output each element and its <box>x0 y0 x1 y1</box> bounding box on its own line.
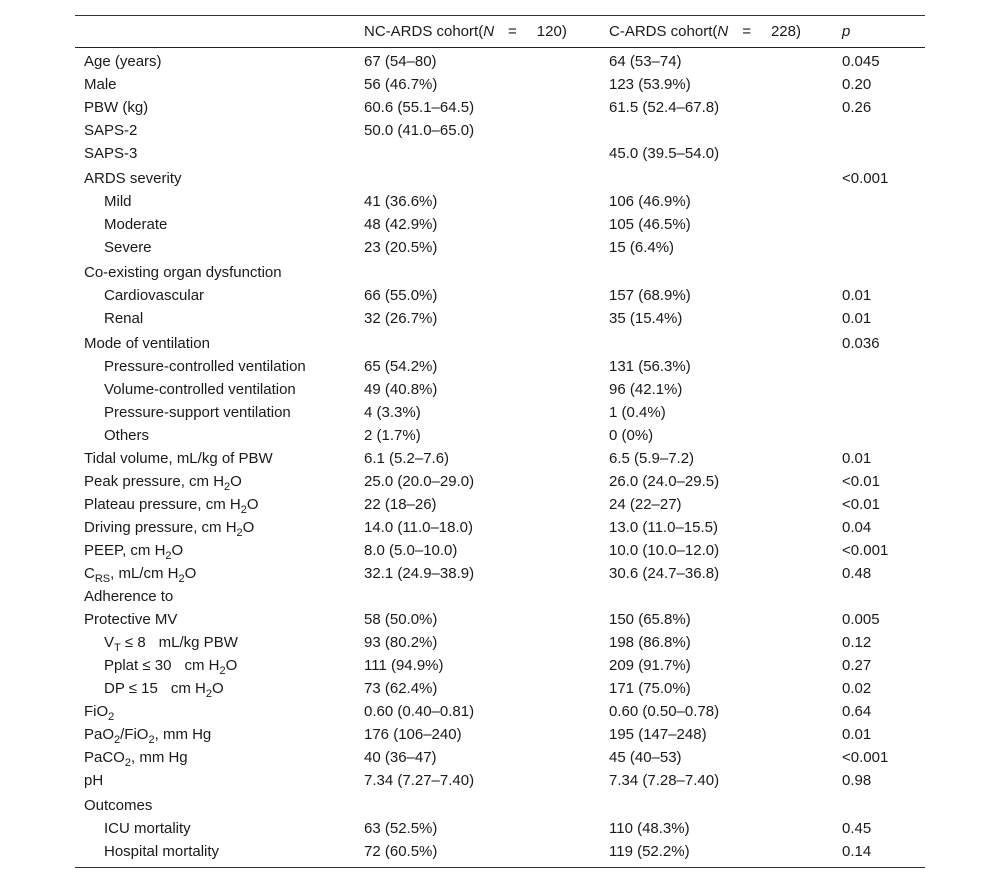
c-value: 119 (52.2%) <box>609 843 690 860</box>
row-label: Others <box>104 427 150 444</box>
c-value: 30.6 (24.7–36.8) <box>609 565 720 582</box>
table-row <box>75 769 925 792</box>
c-value: 6.5 (5.9–7.2) <box>609 450 695 467</box>
nc-value: 2 (1.7%) <box>364 427 421 444</box>
row-label: Adherence to <box>84 588 174 605</box>
table-row <box>75 677 925 700</box>
row-label: Peak pressure, cm $H_2O$ <box>84 473 242 493</box>
p-value: 0.045 <box>842 53 880 70</box>
header-c-cohort: C-ARDS cohort(N = 228) <box>609 23 801 40</box>
section-row <box>75 259 925 284</box>
table-row <box>75 700 925 723</box>
section-label: Outcomes <box>84 797 153 814</box>
nc-value: 72 (60.5%) <box>364 843 438 860</box>
p-value: <0.01 <box>842 496 880 513</box>
p-value: 0.12 <box>842 634 872 651</box>
table-row <box>75 585 925 608</box>
nc-value: 32 (26.7%) <box>364 310 438 327</box>
c-value: 35 (15.4%) <box>609 310 683 327</box>
table-row <box>75 378 925 401</box>
nc-value: 67 (54–80) <box>364 53 437 70</box>
table-row <box>75 608 925 631</box>
c-value: 10.0 (10.0–12.0) <box>609 542 720 559</box>
nc-value: 8.0 (5.0–10.0) <box>364 542 458 559</box>
row-label: Pplat ≤ 30 cm $H_2O$ <box>104 657 238 677</box>
nc-value: 0.60 (0.40–0.81) <box>364 703 475 720</box>
table-row <box>75 840 925 863</box>
table-row <box>75 190 925 213</box>
nc-value: 66 (55.0%) <box>364 287 438 304</box>
row-label: Moderate <box>104 216 168 233</box>
row-label: Male <box>84 76 117 93</box>
p-value: <0.001 <box>842 749 889 766</box>
nc-value: 58 (50.0%) <box>364 611 438 628</box>
table-row <box>75 723 925 746</box>
table-row <box>75 355 925 378</box>
c-value: 15 (6.4%) <box>609 239 675 256</box>
table-row <box>75 746 925 769</box>
section-row <box>75 792 925 817</box>
nc-value: 111 (94.9%) <box>364 657 444 674</box>
row-label: Cardiovascular <box>104 287 205 304</box>
table-bottom-rule <box>75 867 925 868</box>
table-row <box>75 307 925 330</box>
c-value: 195 (147–248) <box>609 726 707 743</box>
table-row <box>75 50 925 73</box>
c-value: 198 (86.8%) <box>609 634 691 651</box>
row-label: PaCO$_2$, mm Hg <box>84 749 188 769</box>
nc-value: 4 (3.3%) <box>364 404 421 421</box>
p-value: 0.14 <box>842 843 872 860</box>
table-row <box>75 447 925 470</box>
table-row <box>75 631 925 654</box>
row-label: Volume-controlled ventilation <box>104 381 296 398</box>
c-value: 209 (91.7%) <box>609 657 691 674</box>
p-value: 0.20 <box>842 76 872 93</box>
p-value: 0.48 <box>842 565 872 582</box>
row-label: FiO$_2$ <box>84 703 115 723</box>
p-value: 0.64 <box>842 703 872 720</box>
c-value: 13.0 (11.0–15.5) <box>609 519 718 536</box>
row-label: ICU mortality <box>104 820 191 837</box>
table-row <box>75 119 925 142</box>
data-table <box>75 15 925 868</box>
c-value: 150 (65.8%) <box>609 611 691 628</box>
c-value: 7.34 (7.28–7.40) <box>609 772 720 789</box>
c-value: 157 (68.9%) <box>609 287 691 304</box>
row-label: PEEP, cm $H_2O$ <box>84 542 184 562</box>
table-row <box>75 516 925 539</box>
c-value: 0.60 (0.50–0.78) <box>609 703 720 720</box>
table-row <box>75 539 925 562</box>
table-row <box>75 654 925 677</box>
nc-value: 40 (36–47) <box>364 749 437 766</box>
nc-value: 65 (54.2%) <box>364 358 438 375</box>
p-value: 0.02 <box>842 680 872 697</box>
row-label: $C_{RS}$, mL/cm $H_2O$ <box>84 565 197 585</box>
table-row <box>75 213 925 236</box>
p-value: 0.04 <box>842 519 872 536</box>
p-value: 0.036 <box>842 335 880 352</box>
row-label: pH <box>84 772 104 789</box>
table-row <box>75 401 925 424</box>
nc-value: 63 (52.5%) <box>364 820 438 837</box>
c-value: 64 (53–74) <box>609 53 682 70</box>
nc-value: 176 (106–240) <box>364 726 462 743</box>
nc-value: 32.1 (24.9–38.9) <box>364 565 475 582</box>
c-value: 105 (46.5%) <box>609 216 691 233</box>
nc-value: 7.34 (7.27–7.40) <box>364 772 475 789</box>
row-label: Severe <box>104 239 152 256</box>
nc-value: 50.0 (41.0–65.0) <box>364 122 475 139</box>
row-label: Mild <box>104 193 132 210</box>
table-row <box>75 73 925 96</box>
table-row <box>75 142 925 165</box>
c-value: 106 (46.9%) <box>609 193 691 210</box>
c-value: 26.0 (24.0–29.5) <box>609 473 720 490</box>
nc-value: 93 (80.2%) <box>364 634 438 651</box>
row-label: PaO$_2$/FiO$_2$, mm Hg <box>84 726 212 746</box>
p-value: 0.98 <box>842 772 872 789</box>
row-label: Pressure-support ventilation <box>104 404 291 421</box>
row-label: DP ≤ 15 cm $H_2O$ <box>104 680 224 700</box>
c-value: 171 (75.0%) <box>609 680 691 697</box>
p-value: 0.01 <box>842 287 872 304</box>
row-label: PBW (kg) <box>84 99 149 116</box>
c-value: 45 (40–53) <box>609 749 682 766</box>
c-value: 45.0 (39.5–54.0) <box>609 145 720 162</box>
row-label: Tidal volume, mL/kg of PBW <box>84 450 273 467</box>
row-label: Renal <box>104 310 144 327</box>
nc-value: 41 (36.6%) <box>364 193 438 210</box>
c-value: 24 (22–27) <box>609 496 682 513</box>
row-label: Age (years) <box>84 53 162 70</box>
c-value: 110 (48.3%) <box>609 820 690 837</box>
table-body <box>75 48 925 867</box>
nc-value: 22 (18–26) <box>364 496 437 513</box>
row-label: Hospital mortality <box>104 843 220 860</box>
row-label: SAPS-3 <box>84 145 138 162</box>
section-row <box>75 165 925 190</box>
row-label: Protective MV <box>84 611 178 628</box>
p-value: 0.01 <box>842 726 872 743</box>
nc-value: 25.0 (20.0–29.0) <box>364 473 475 490</box>
table-row <box>75 424 925 447</box>
c-value: 0 (0%) <box>609 427 654 444</box>
section-label: ARDS severity <box>84 170 182 187</box>
c-value: 1 (0.4%) <box>609 404 666 421</box>
p-value: <0.001 <box>842 542 889 559</box>
c-value: 123 (53.9%) <box>609 76 691 93</box>
nc-value: 49 (40.8%) <box>364 381 438 398</box>
table-row <box>75 562 925 585</box>
table-row <box>75 284 925 307</box>
section-row <box>75 330 925 355</box>
row-label: Plateau pressure, cm $H_2O$ <box>84 496 259 516</box>
p-value: 0.01 <box>842 310 872 327</box>
nc-value: 48 (42.9%) <box>364 216 438 233</box>
nc-value: 23 (20.5%) <box>364 239 438 256</box>
p-value: 0.26 <box>842 99 872 116</box>
nc-value: 6.1 (5.2–7.6) <box>364 450 450 467</box>
table-row <box>75 493 925 516</box>
p-value: 0.27 <box>842 657 872 674</box>
nc-value: 73 (62.4%) <box>364 680 438 697</box>
c-value: 131 (56.3%) <box>609 358 691 375</box>
c-value: 96 (42.1%) <box>609 381 683 398</box>
p-value: 0.01 <box>842 450 872 467</box>
p-value: <0.01 <box>842 473 880 490</box>
section-label: Co-existing organ dysfunction <box>84 264 282 281</box>
nc-value: 60.6 (55.1–64.5) <box>364 99 475 116</box>
section-label: Mode of ventilation <box>84 335 210 352</box>
header-nc-cohort: NC-ARDS cohort(N = 120) <box>364 23 567 40</box>
table-row <box>75 817 925 840</box>
row-label: SAPS-2 <box>84 122 138 139</box>
p-value: 0.45 <box>842 820 872 837</box>
p-value: <0.001 <box>842 170 889 187</box>
c-value: 61.5 (52.4–67.8) <box>609 99 720 116</box>
p-value: 0.005 <box>842 611 880 628</box>
table-row <box>75 236 925 259</box>
row-label: Pressure-controlled ventilation <box>104 358 306 375</box>
table-row <box>75 470 925 493</box>
table-row <box>75 96 925 119</box>
row-label: $V_T \le 8$ mL/kg PBW <box>104 634 238 654</box>
nc-value: 14.0 (11.0–18.0) <box>364 519 473 536</box>
nc-value: 56 (46.7%) <box>364 76 438 93</box>
table-header <box>75 16 925 47</box>
header-p-value: p <box>842 23 851 40</box>
row-label: Driving pressure, cm $H_2O$ <box>84 519 255 539</box>
